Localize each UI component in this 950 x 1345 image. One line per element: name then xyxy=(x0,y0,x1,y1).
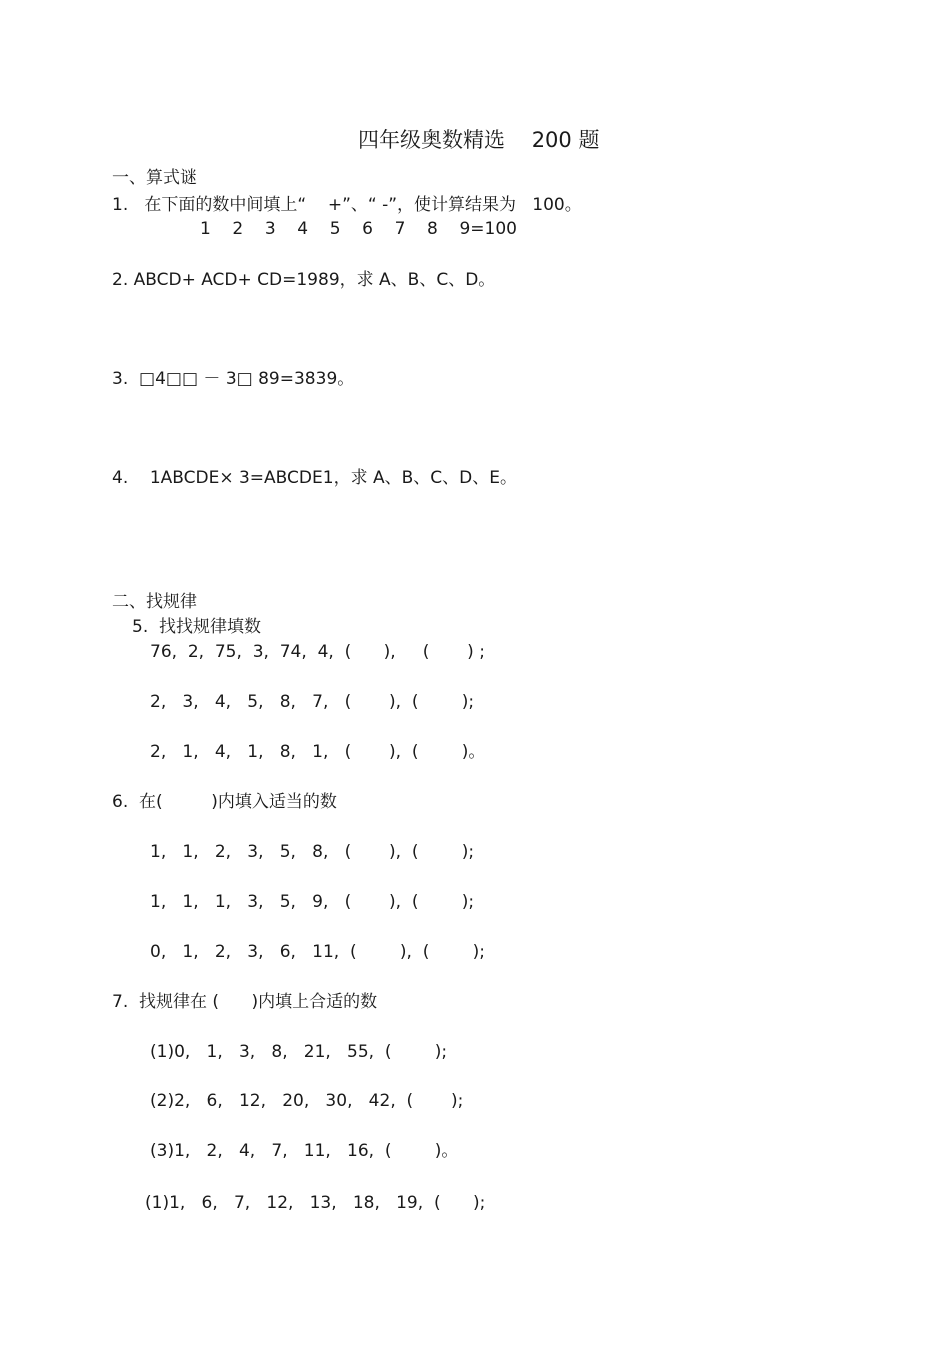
page-title: 四年级奥数精选 200 题 xyxy=(358,128,600,152)
question-5-row: 76, 2, 75, 3, 74, 4, ( ), ( ) ; xyxy=(150,642,485,662)
question-6-row: 0, 1, 2, 3, 6, 11, ( ), ( ); xyxy=(150,942,485,962)
question-7-row: (3)1, 2, 4, 7, 11, 16, ( )。 xyxy=(150,1141,459,1161)
question-4: 4. 1ABCDE× 3=ABCDE1，求 A、B、C、D、E。 xyxy=(112,468,517,488)
question-6-label: 6. 在( )内填入适当的数 xyxy=(112,792,337,812)
question-2: 2. ABCD+ ACD+ CD=1989，求 A、B、C、D。 xyxy=(112,270,496,290)
question-7-row: (2)2, 6, 12, 20, 30, 42, ( ); xyxy=(150,1091,464,1111)
section-heading-find-patterns: 二、找规律 xyxy=(112,592,197,612)
question-3: 3. □4□□ － 3□ 89=3839。 xyxy=(112,369,355,389)
question-7-label: 7. 找规律在 ( )内填上合适的数 xyxy=(112,992,378,1012)
question-6-row: 1, 1, 1, 3, 5, 9, ( ), ( ); xyxy=(150,892,475,912)
question-7-row: (1)0, 1, 3, 8, 21, 55, ( ); xyxy=(150,1042,448,1062)
question-6-row: 1, 1, 2, 3, 5, 8, ( ), ( ); xyxy=(150,842,475,862)
question-5-row: 2, 1, 4, 1, 8, 1, ( ), ( )。 xyxy=(150,742,486,762)
question-1: 1. 在下面的数中间填上“ +”、“ -”，使计算结果为 100。 xyxy=(112,195,582,215)
question-7-row: (1)1, 6, 7, 12, 13, 18, 19, ( ); xyxy=(145,1193,486,1213)
question-1-digits: 1 2 3 4 5 6 7 8 9=100 xyxy=(200,219,517,239)
section-heading-equation-puzzles: 一、算式谜 xyxy=(112,168,197,188)
question-5-row: 2, 3, 4, 5, 8, 7, ( ), ( ); xyxy=(150,692,475,712)
question-5-label: 5. 找找规律填数 xyxy=(132,617,262,637)
